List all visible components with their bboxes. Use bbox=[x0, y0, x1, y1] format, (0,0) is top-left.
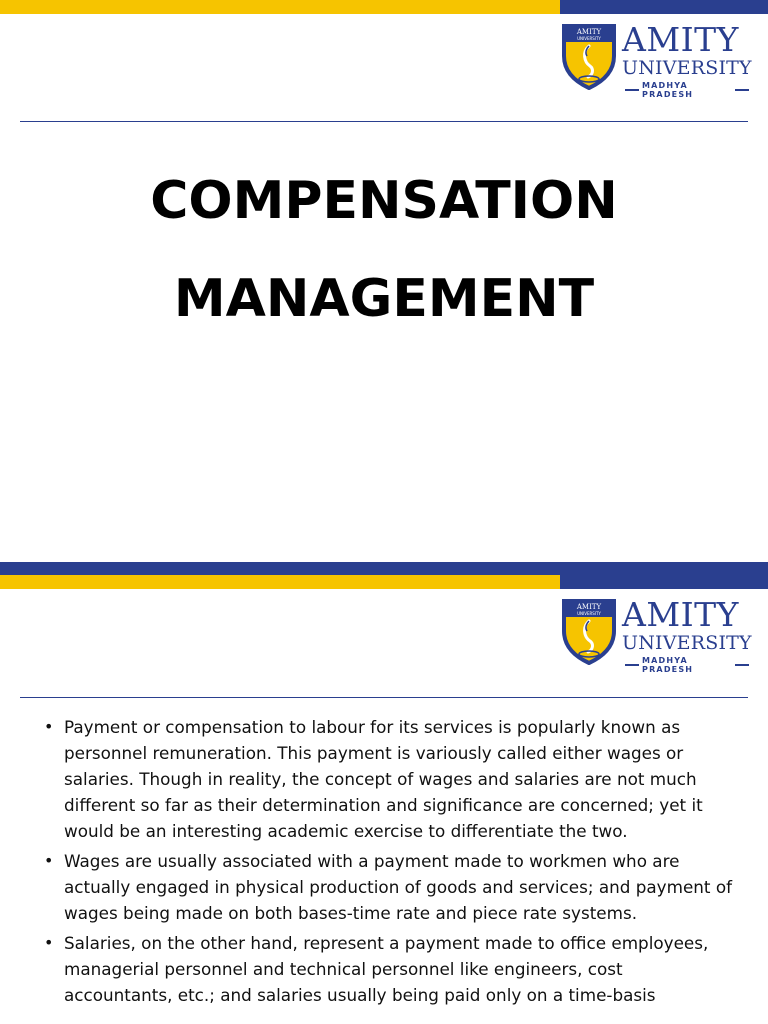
slide-separator-band bbox=[0, 562, 768, 575]
amity-shield-icon bbox=[560, 597, 618, 665]
logo-region-text: MADHYA PRADESH bbox=[642, 81, 694, 99]
bullet-text: Wages are usually associated with a payment made to workmen who are actually engaged in physical production of goods and services; and payment of wages being made on both bases-time rate and piece rate systems. bbox=[64, 851, 733, 923]
logo-dash-right bbox=[735, 89, 749, 91]
svg-text:UNIVERSITY: UNIVERSITY bbox=[577, 611, 601, 616]
title-line-1: COMPENSATION bbox=[150, 171, 618, 231]
logo-region bbox=[622, 81, 752, 99]
logo-wordmark bbox=[622, 597, 752, 674]
navy-stripe bbox=[560, 0, 768, 14]
header-divider bbox=[20, 121, 748, 122]
bullet-dot-icon: • bbox=[44, 933, 54, 952]
logo-dash-left bbox=[625, 89, 639, 91]
logo-university-text: UNIVERSITY bbox=[622, 632, 752, 654]
logo-university-text: UNIVERSITY bbox=[622, 57, 752, 79]
header-divider bbox=[20, 697, 748, 698]
logo-dash-left bbox=[625, 664, 639, 666]
bullet-dot-icon: • bbox=[44, 851, 54, 870]
bullet-list bbox=[44, 714, 734, 1012]
logo-dash-right bbox=[735, 664, 749, 666]
bullet-item bbox=[44, 714, 734, 844]
bullet-text: Payment or compensation to labour for its services is popularly known as personnel remuneration. This payment is variously called either wages or salaries. Though in reality, the concept of wages and salaries are not much different so far as their determination and significance are concerned; yet it would be an interesting academic exercise to differentiate the two. bbox=[64, 717, 703, 841]
svg-text:AMITY: AMITY bbox=[576, 603, 602, 611]
logo-region bbox=[622, 656, 752, 674]
amity-logo bbox=[560, 595, 752, 674]
logo-amity-text: AMITY bbox=[622, 595, 739, 634]
logo-amity-text: AMITY bbox=[622, 20, 739, 59]
bullet-item bbox=[44, 848, 734, 926]
navy-stripe bbox=[560, 575, 768, 589]
top-color-bar bbox=[0, 575, 768, 589]
logo-wordmark bbox=[622, 22, 752, 99]
svg-text:UNIVERSITY: UNIVERSITY bbox=[577, 36, 601, 41]
bullet-text: Salaries, on the other hand, represent a payment made to office employees, managerial personnel and technical personnel like engineers, cost accountants, etc.; and salaries usually being paid only on a time-basis bbox=[64, 933, 709, 1005]
gold-stripe bbox=[0, 575, 560, 589]
svg-text:AMITY: AMITY bbox=[576, 28, 602, 36]
logo-region-text: MADHYA PRADESH bbox=[642, 656, 694, 674]
amity-shield-icon bbox=[560, 22, 618, 90]
slide-title bbox=[0, 152, 768, 348]
gold-stripe bbox=[0, 0, 560, 14]
title-line-2: MANAGEMENT bbox=[173, 269, 595, 329]
bullet-dot-icon: • bbox=[44, 717, 54, 736]
bullet-item bbox=[44, 930, 734, 1008]
amity-logo bbox=[560, 20, 752, 99]
content-slide bbox=[0, 575, 768, 1024]
top-color-bar bbox=[0, 0, 768, 14]
